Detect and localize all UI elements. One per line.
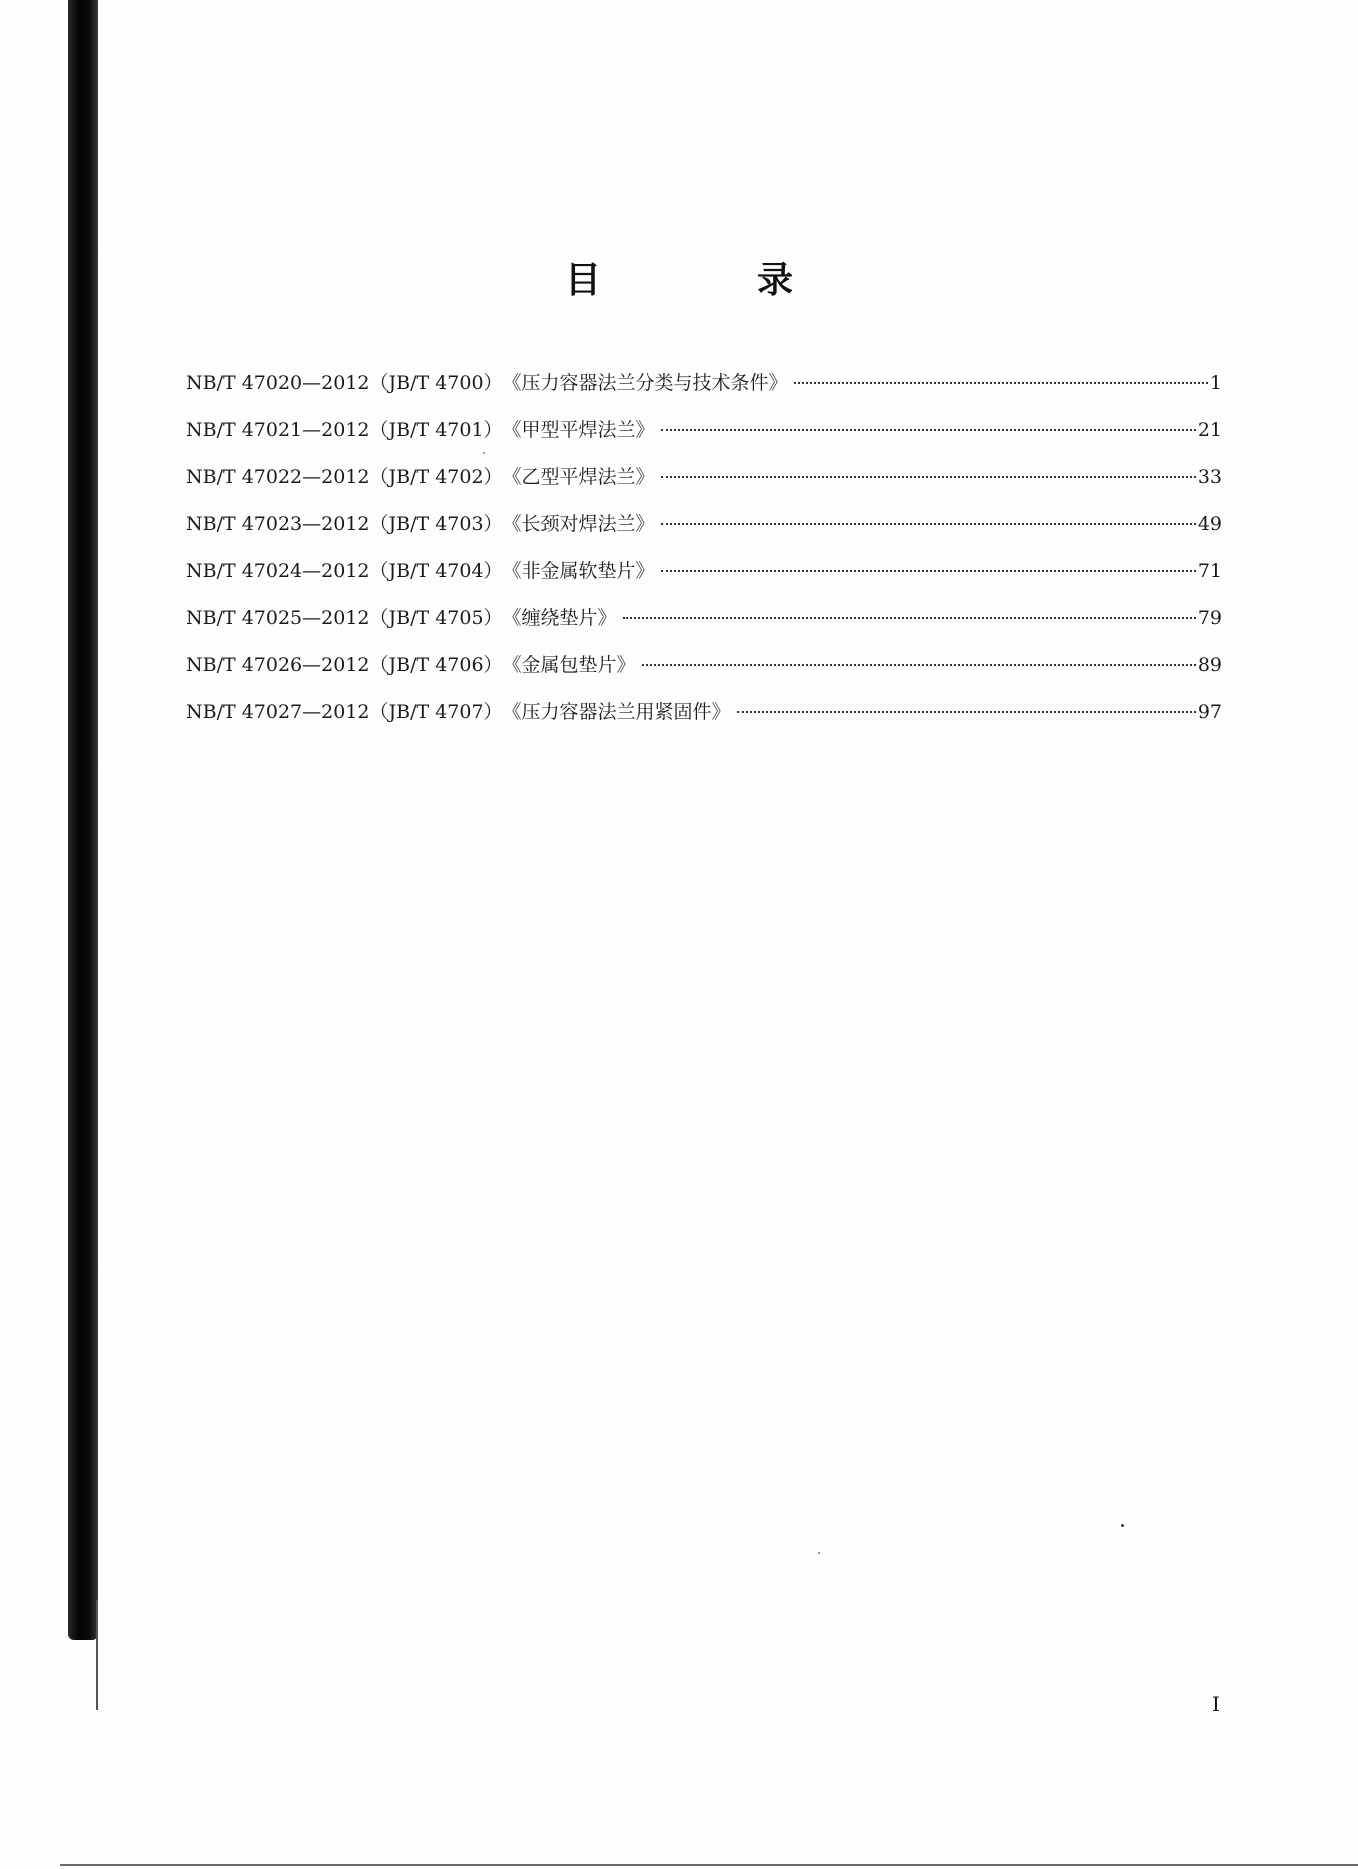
toc-dot-leader: [737, 711, 1196, 713]
toc-entry-page: 89: [1197, 654, 1222, 676]
toc-entry-page: 97: [1197, 701, 1222, 723]
toc-dot-leader: [661, 570, 1196, 572]
toc-dot-leader: [661, 476, 1196, 478]
toc-entry[interactable]: [186, 368, 1222, 415]
toc-entry[interactable]: [186, 697, 1222, 744]
toc-entry-title: 《压力容器法兰分类与技术条件》: [502, 372, 788, 394]
toc-entry[interactable]: [186, 415, 1222, 462]
table-of-contents: [186, 368, 1222, 744]
toc-dot-leader: [623, 617, 1196, 619]
toc-dot-leader: [794, 382, 1208, 384]
toc-entry-code: NB/T 47026—2012（JB/T 4706）: [186, 654, 503, 676]
toc-dot-leader: [661, 429, 1196, 431]
toc-entry-code: NB/T 47025—2012（JB/T 4705）: [186, 607, 503, 629]
toc-dot-leader: [661, 523, 1196, 525]
toc-entry[interactable]: [186, 650, 1222, 697]
toc-entry-code: NB/T 47023—2012（JB/T 4703）: [186, 513, 503, 535]
toc-entry-page: 49: [1197, 513, 1222, 535]
toc-entry[interactable]: [186, 556, 1222, 603]
binding-edge-shadow: [68, 0, 98, 1640]
page-number: I: [1212, 1692, 1220, 1716]
toc-entry-code: NB/T 47024—2012（JB/T 4704）: [186, 560, 503, 582]
toc-entry-title: 《金属包垫片》: [502, 654, 636, 676]
scan-speck: [483, 452, 485, 454]
toc-entry-page: 71: [1197, 560, 1222, 582]
toc-entry-title: 《乙型平焊法兰》: [502, 466, 655, 488]
toc-entry-page: 21: [1197, 419, 1222, 441]
binding-edge-tail: [96, 1600, 98, 1710]
toc-entry-title: 《甲型平焊法兰》: [502, 419, 655, 441]
toc-dot-leader: [642, 664, 1196, 666]
toc-entry-title: 《缠绕垫片》: [502, 607, 617, 629]
toc-entry-code: NB/T 47022—2012（JB/T 4702）: [186, 466, 503, 488]
toc-entry-page: 33: [1197, 466, 1222, 488]
page-title: 目 录: [564, 260, 853, 301]
toc-entry-code: NB/T 47027—2012（JB/T 4707）: [186, 701, 503, 723]
toc-entry-page: 1: [1209, 372, 1222, 394]
toc-entry-title: 《长颈对焊法兰》: [502, 513, 655, 535]
toc-entry-page: 79: [1197, 607, 1222, 629]
toc-entry[interactable]: [186, 509, 1222, 556]
scan-speck: [1121, 1524, 1124, 1527]
toc-entry[interactable]: [186, 603, 1222, 650]
scan-bottom-edge: [60, 1864, 1358, 1866]
toc-entry-title: 《压力容器法兰用紧固件》: [502, 701, 731, 723]
toc-entry-code: NB/T 47020—2012（JB/T 4700）: [186, 372, 503, 394]
toc-entry[interactable]: [186, 462, 1222, 509]
toc-entry-code: NB/T 47021—2012（JB/T 4701）: [186, 419, 503, 441]
scan-speck: [818, 1552, 820, 1554]
toc-entry-title: 《非金属软垫片》: [502, 560, 655, 582]
